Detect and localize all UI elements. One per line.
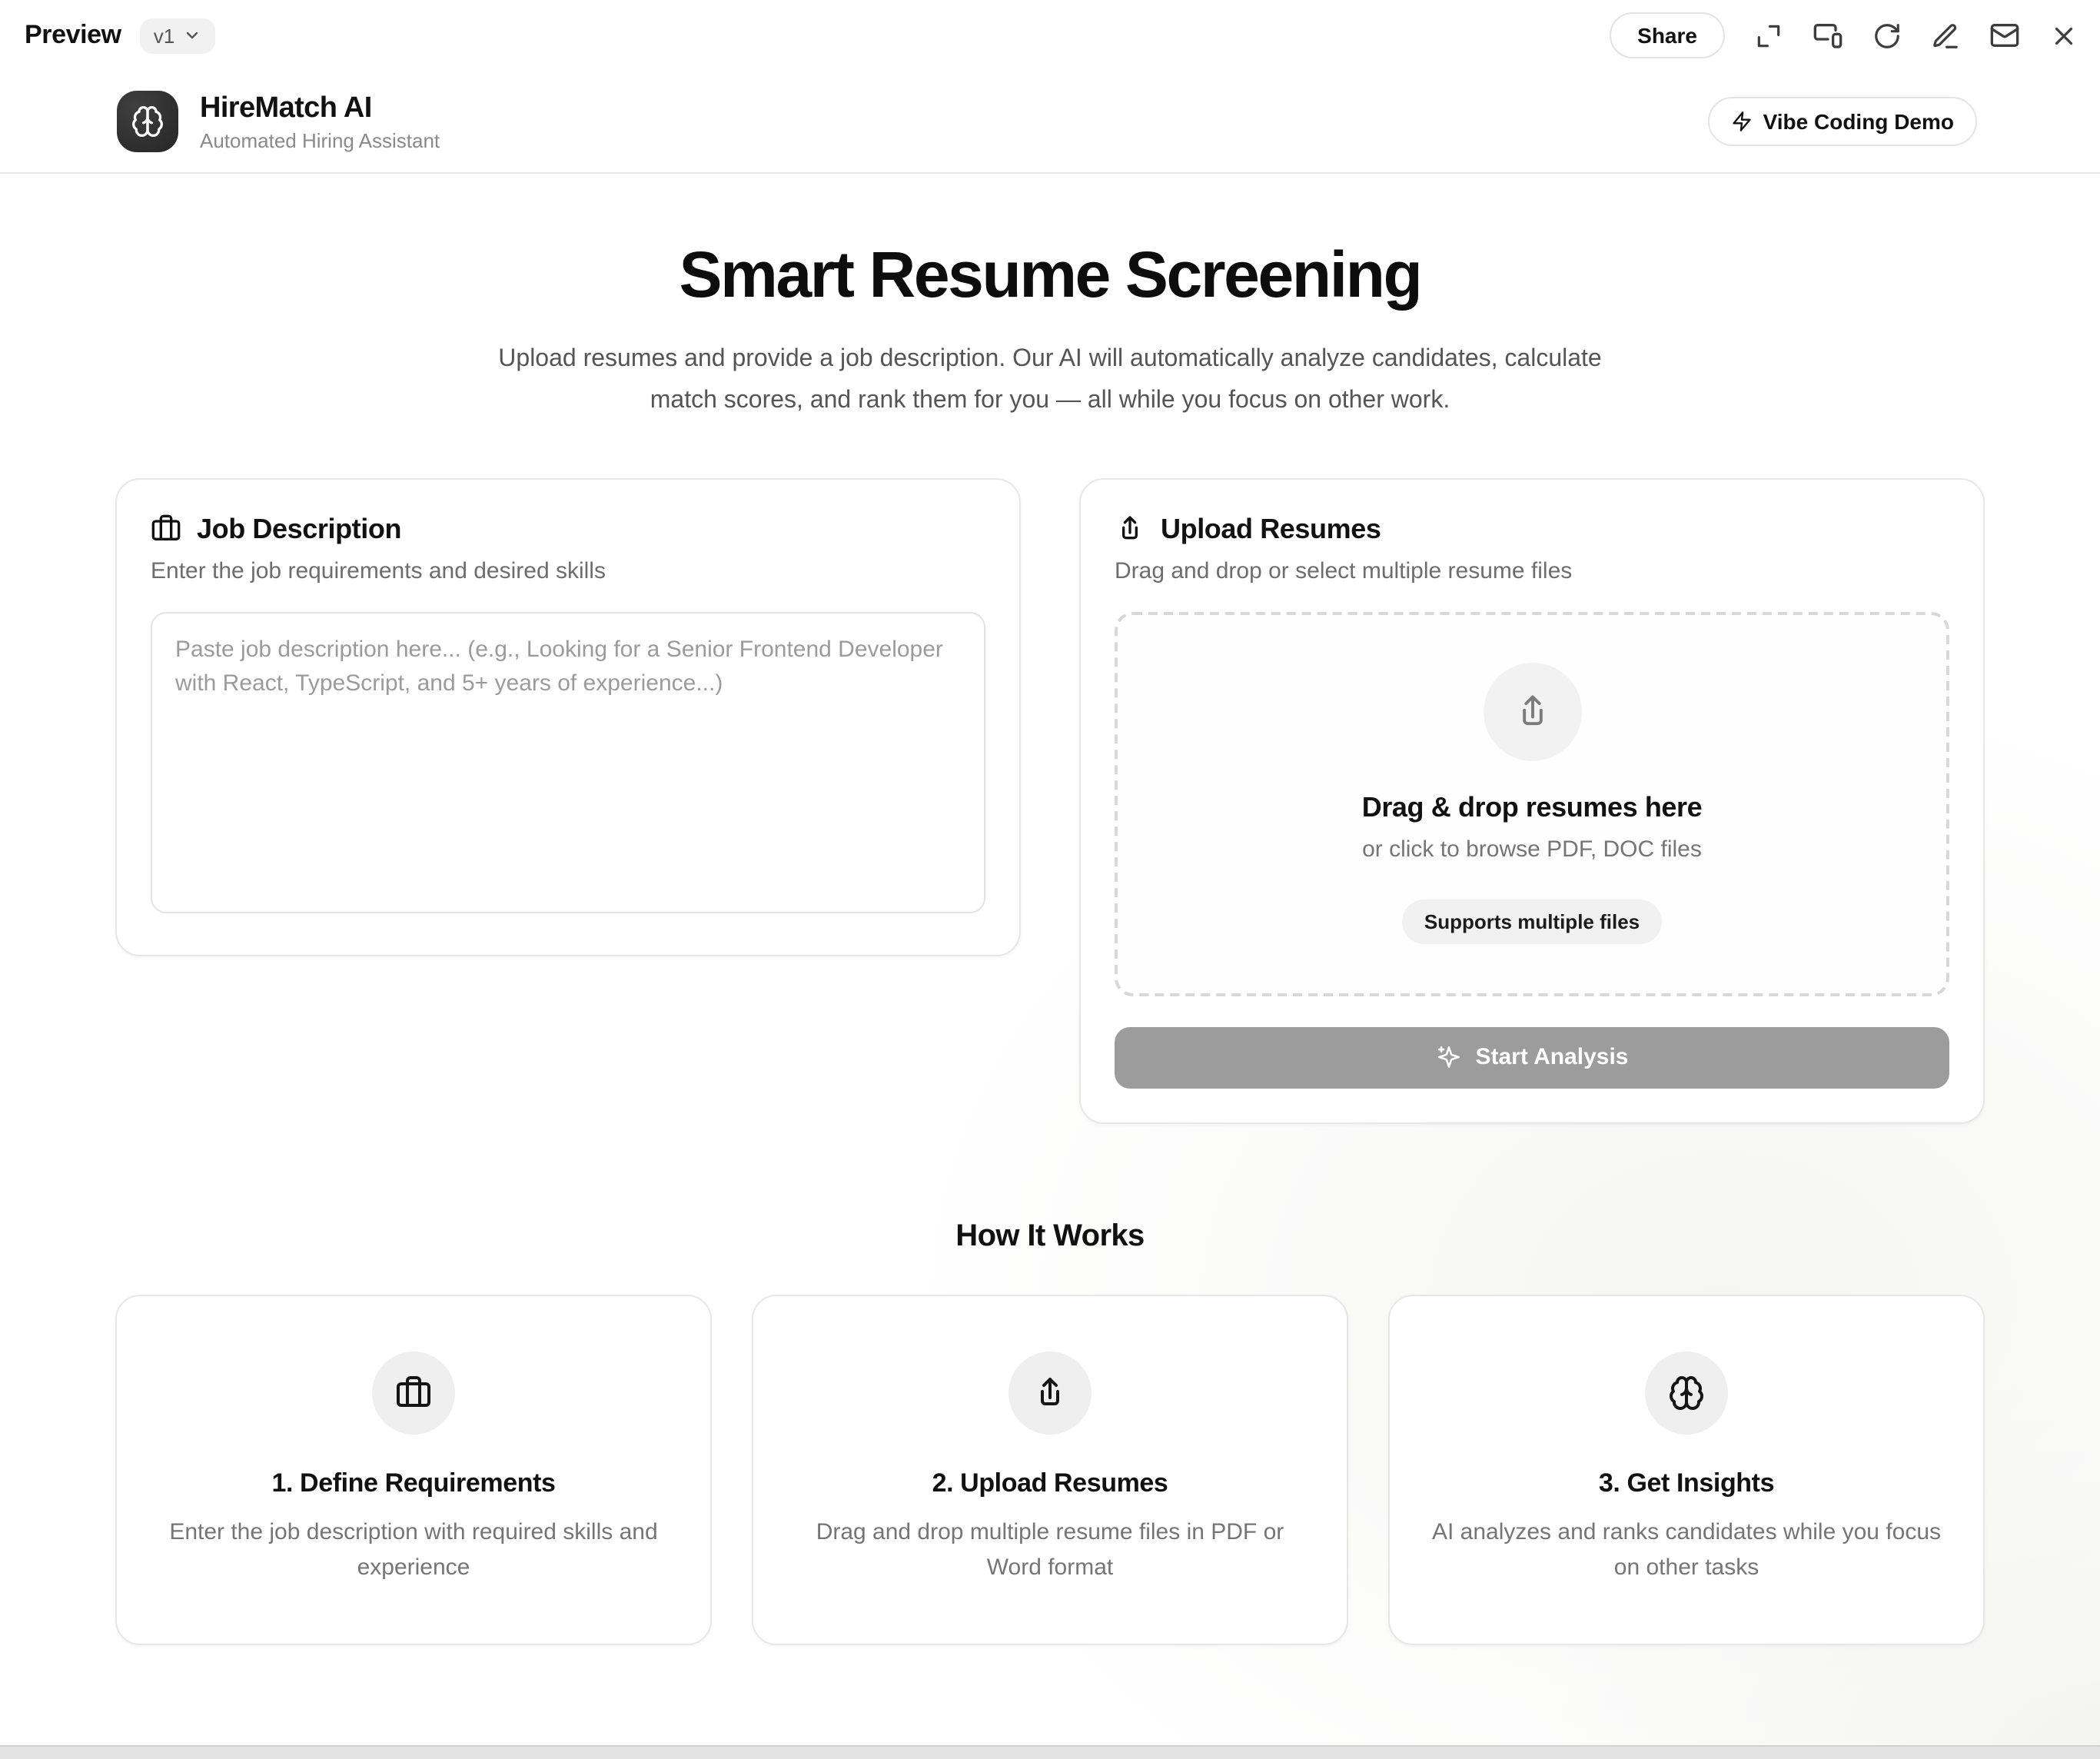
step-icon-circle — [372, 1352, 455, 1435]
how-it-works-title: How It Works — [955, 1219, 1145, 1253]
refresh-button[interactable] — [1872, 21, 1902, 50]
step-description: Drag and drop multiple resume files in PDF or Word format — [816, 1518, 1284, 1581]
devices-icon — [1813, 20, 1843, 51]
close-button[interactable] — [2049, 21, 2078, 50]
job-description-card — [115, 478, 1021, 956]
page-title: Smart Resume Screening — [679, 238, 1421, 311]
demo-badge — [1708, 97, 1977, 146]
upload-icon — [1032, 1375, 1068, 1412]
step-card-upload-resumes — [752, 1295, 1348, 1646]
hero-section — [0, 238, 2100, 423]
preview-title: Preview — [25, 20, 121, 49]
main-cards — [0, 478, 2100, 1124]
brain-icon — [131, 105, 164, 138]
window-bottom-edge — [0, 1745, 2100, 1759]
refresh-icon — [1872, 21, 1902, 50]
expand-button[interactable] — [1754, 21, 1783, 50]
job-description-input[interactable] — [151, 612, 985, 913]
edit-button[interactable] — [1931, 21, 1960, 50]
start-analysis-button[interactable] — [1115, 1027, 1949, 1089]
start-analysis-label: Start Analysis — [1475, 1044, 1629, 1071]
version-dropdown[interactable] — [140, 18, 214, 53]
app-title: HireMatch AI — [200, 91, 372, 124]
step-card-define-requirements — [115, 1295, 712, 1646]
upload-resumes-card — [1079, 478, 1985, 1124]
upload-icon — [1512, 693, 1552, 733]
how-it-works-steps — [0, 1295, 2100, 1646]
app-header — [0, 71, 2100, 174]
preview-toolbar — [0, 0, 2100, 71]
upload-icon — [1115, 514, 1145, 545]
dropzone-subtitle: or click to browse PDF, DOC files — [1362, 836, 1702, 863]
job-card-subtitle: Enter the job requirements and desired skills — [151, 557, 606, 584]
step-description: Enter the job description with required skills and experience — [169, 1518, 658, 1581]
step-title: 2. Upload Resumes — [932, 1468, 1168, 1498]
version-label: v1 — [153, 24, 175, 47]
step-card-get-insights — [1388, 1295, 1985, 1646]
step-icon-circle — [1645, 1352, 1728, 1435]
zap-icon — [1731, 111, 1753, 132]
dropzone-badge: Supports multiple files — [1403, 900, 1661, 945]
brain-icon — [1668, 1375, 1705, 1412]
briefcase-icon — [395, 1375, 432, 1412]
briefcase-icon — [151, 514, 181, 545]
page-subtitle: Upload resumes and provide a job description. Our AI will automatically analyze candidates, calculate match scores, and rank them for you — all while you focus on other work. — [498, 346, 1602, 414]
step-title: 3. Get Insights — [1598, 1468, 1775, 1498]
mail-icon — [1989, 20, 2020, 51]
job-card-title: Job Description — [197, 513, 402, 544]
mail-button[interactable] — [1989, 20, 2020, 51]
app-logo — [117, 91, 178, 152]
dropzone-title: Drag & drop resumes here — [1361, 792, 1703, 823]
step-icon-circle — [1008, 1352, 1092, 1435]
share-button[interactable]: Share — [1610, 12, 1725, 58]
step-description: AI analyzes and ranks candidates while you focus on other tasks — [1431, 1518, 1942, 1581]
responsive-preview-button[interactable] — [1813, 20, 1843, 51]
pencil-icon — [1931, 21, 1960, 50]
dropzone-circle — [1483, 663, 1581, 762]
upload-card-subtitle: Drag and drop or select multiple resume files — [1115, 557, 1573, 584]
sparkles-icon — [1436, 1045, 1462, 1071]
close-icon — [2049, 21, 2078, 50]
resume-dropzone[interactable] — [1115, 612, 1949, 996]
demo-badge-label: Vibe Coding Demo — [1763, 109, 1954, 134]
expand-icon — [1754, 21, 1783, 50]
upload-card-title: Upload Resumes — [1161, 513, 1381, 544]
brand — [117, 91, 440, 152]
app-tagline: Automated Hiring Assistant — [200, 128, 440, 151]
step-title: 1. Define Requirements — [271, 1468, 556, 1498]
chevron-down-icon — [182, 26, 201, 45]
